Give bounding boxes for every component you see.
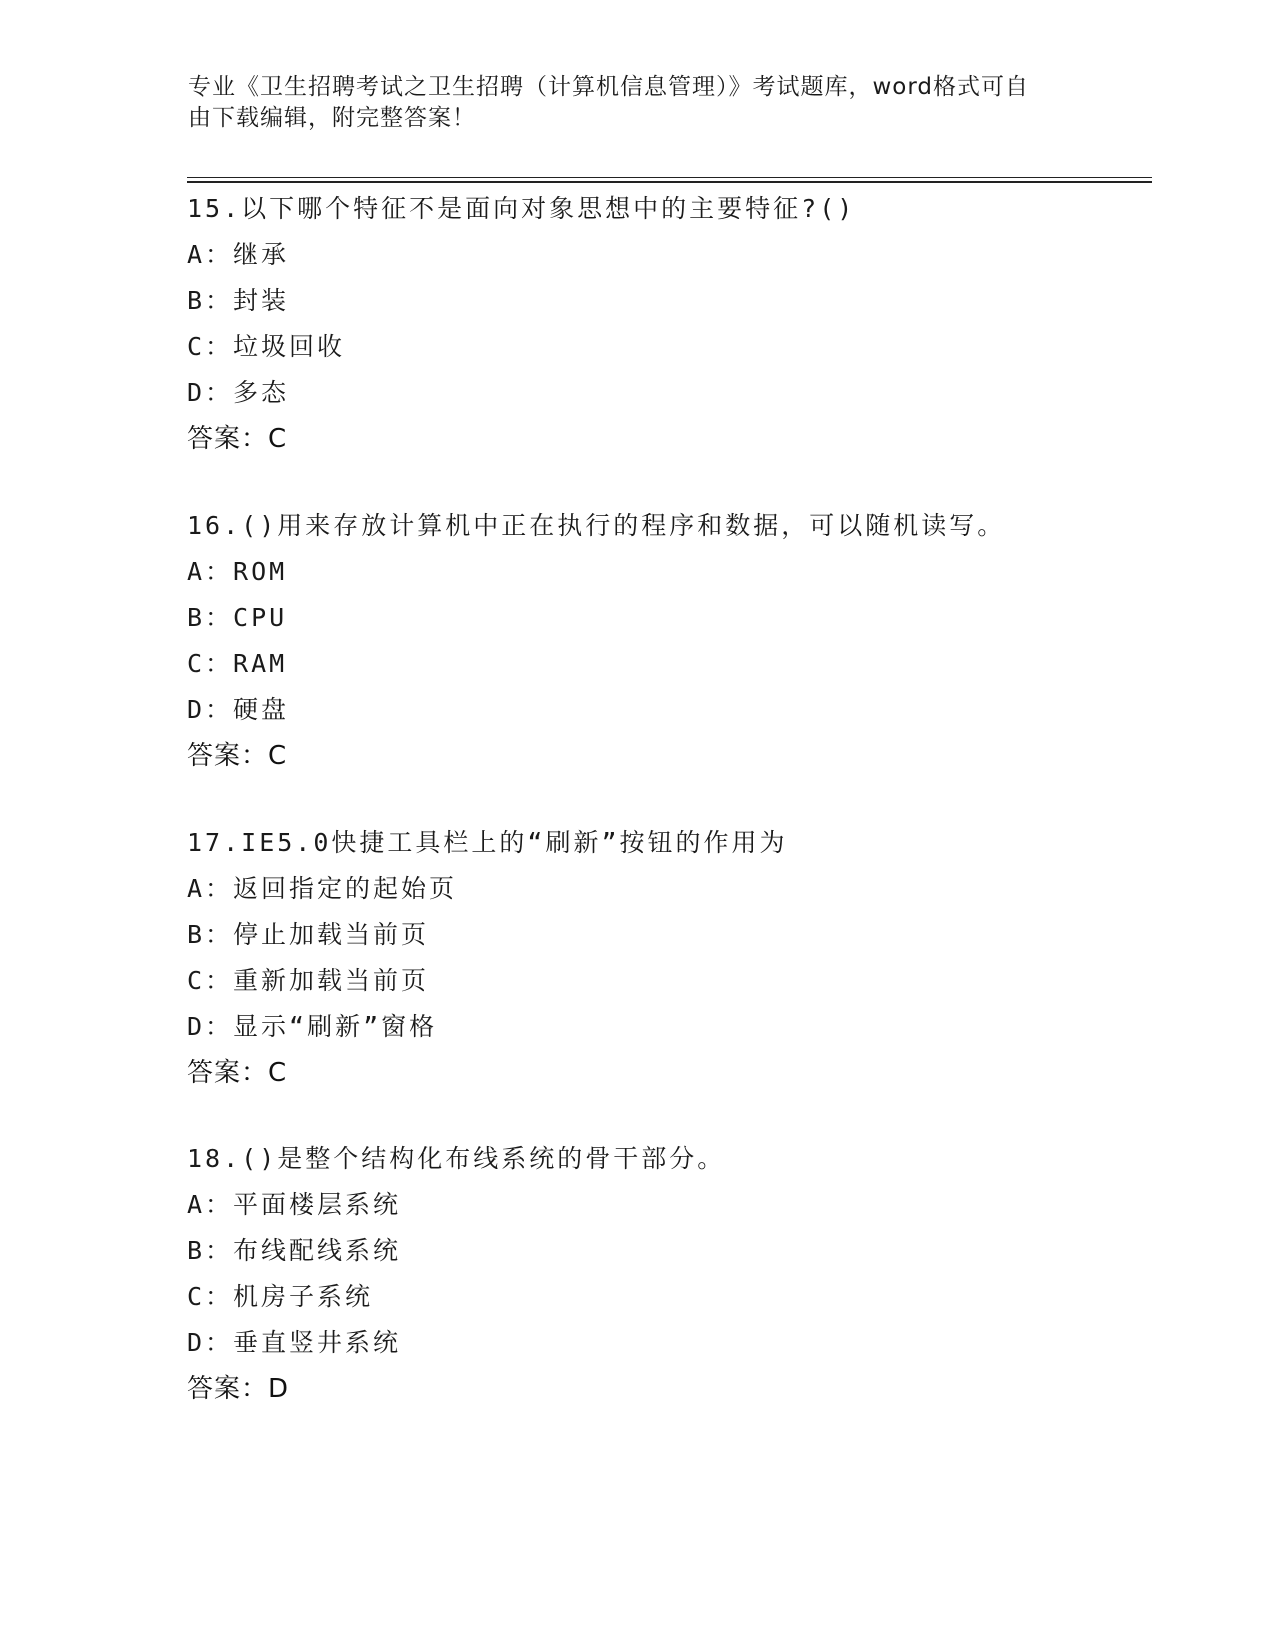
option-b: B：停止加载当前页 xyxy=(187,920,430,949)
option-d: D：垂直竖井系统 xyxy=(187,1328,402,1357)
question-title: 16.()用来存放计算机中正在执行的程序和数据，可以随机读写。 xyxy=(187,511,1006,540)
option-b: B：布线配线系统 xyxy=(187,1236,402,1265)
header-divider-bottom xyxy=(187,181,1152,183)
header-line-1: 专业《卫生招聘考试之卫生招聘（计算机信息管理）》考试题库，word格式可自 xyxy=(188,74,1030,100)
question-title: 17.IE5.0快捷工具栏上的“刷新”按钮的作用为 xyxy=(187,828,788,857)
answer: 答案：C xyxy=(187,741,288,771)
option-a: A：平面楼层系统 xyxy=(187,1190,402,1219)
answer: 答案：D xyxy=(187,1374,290,1404)
option-d: D：显示“刷新”窗格 xyxy=(187,1012,438,1041)
option-b: B：CPU xyxy=(187,603,288,632)
option-a: A：返回指定的起始页 xyxy=(187,874,458,903)
answer: 答案：C xyxy=(187,1058,288,1088)
question-15 xyxy=(187,186,1147,462)
document-header xyxy=(188,72,1068,134)
option-d: D：多态 xyxy=(187,378,290,407)
question-16 xyxy=(187,503,1147,779)
answer: 答案：C xyxy=(187,424,288,454)
option-a: A：继承 xyxy=(187,240,290,269)
question-18 xyxy=(187,1136,1147,1412)
question-title: 18.()是整个结构化布线系统的骨干部分。 xyxy=(187,1144,726,1173)
option-c: C：垃圾回收 xyxy=(187,332,346,361)
option-c: C：RAM xyxy=(187,649,288,678)
question-17 xyxy=(187,820,1147,1096)
option-c: C：重新加载当前页 xyxy=(187,966,430,995)
header-divider-top xyxy=(187,177,1152,178)
option-b: B：封装 xyxy=(187,286,290,315)
option-d: D：硬盘 xyxy=(187,695,290,724)
question-title: 15.以下哪个特征不是面向对象思想中的主要特征?() xyxy=(187,194,856,223)
option-a: A：ROM xyxy=(187,557,288,586)
header-line-2: 由下载编辑，附完整答案！ xyxy=(188,105,476,131)
option-c: C：机房子系统 xyxy=(187,1282,374,1311)
